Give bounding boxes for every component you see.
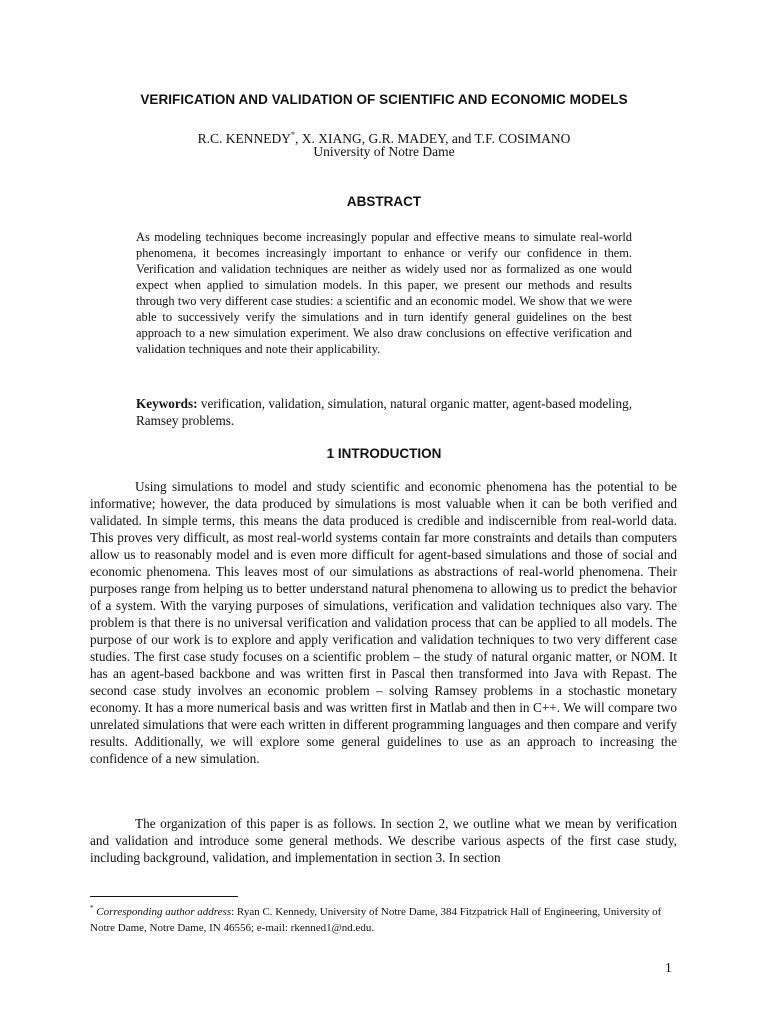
footnote-divider xyxy=(90,896,238,897)
keywords-label: Keywords: xyxy=(136,396,198,411)
other-authors: , X. XIANG, G.R. MADEY, and T.F. COSIMANO xyxy=(295,131,571,146)
footnote-marker: * xyxy=(291,130,296,139)
footnote xyxy=(90,900,677,936)
paper-title: VERIFICATION AND VALIDATION OF SCIENTIFIC AND ECONOMIC MODELS xyxy=(140,92,628,107)
introduction-heading: 1 INTRODUCTION xyxy=(326,446,442,461)
intro-paragraph-2: The organization of this paper is as follows. In section 2, we outline what we mean by verification and validation and introduce some general methods. We describe various aspects of the first case study, including background, validation, and implementation in section 3. In section xyxy=(90,816,677,865)
affiliation: University of Notre Dame xyxy=(313,144,455,159)
keywords-list: verification, validation, simulation, natural organic matter, agent-based modeling, Ramsey problems. xyxy=(136,396,632,428)
abstract-body: As modeling techniques become increasingly popular and effective means to simulate real-world phenomena, it becomes increasingly important to enhance or verify our confidence in them. Verification and validation techniques are neither as widely used nor as formalized as one would expect when applied to simulation models. In this paper, we present our methods and results through two very different case studies: a scientific and an economic model. We show that we were able to successively verify the simulations and in turn identify general guidelines on the best approach to a new simulation experiment. We also draw conclusions on effective verification and validation techniques and note their applicability. xyxy=(136,230,632,356)
keywords xyxy=(136,395,632,429)
page-number: 1 xyxy=(665,960,672,975)
footnote-text: : Ryan C. Kennedy, University of Notre Dame, 384 Fitzpatrick Hall of Engineering, University of Notre Dame, Notre Dame, IN 46556; e-mail: rkenned1@nd.edu. xyxy=(90,906,662,934)
intro-paragraph-1: Using simulations to model and study scientific and economic phenomena has the potential to be informative; however, the data produced by simulations is most valuable when it can be both verified and validated. In simple terms, this means the data produced is credible and indiscernible from real-world data. This proves very difficult, as most real-world systems contain far more constraints and details than computers allow us to reasonably model and is even more difficult for agent-based simulations and those of social and economic phenomena. This leaves most of our simulations as abstractions of real-world phenomena. Their purposes range from helping us to better understand natural phenomena to allowing us to predict the behavior of a system. With the varying purposes of simulations, verification and validation techniques also vary. The problem is that there is no universal verification and validation process that can be applied to all models. The purpose of our work is to explore and apply verification and validation techniques to two very different case studies. The first case study focuses on a scientific problem – the study of natural organic matter, or NOM. It has an agent-based backbone and was written first in Pascal then transformed into Java with Repast. The second case study involves an economic problem – solving Ramsey problems in a stochastic monetary economy. It has a more numerical basis and was written first in Matlab and then in C++. We will compare two unrelated simulations that were each written in different programming languages and then compare and verify results. Additionally, we will explore some general guidelines to use as an approach to increasing the confidence of a new simulation. xyxy=(90,479,677,766)
footnote-mark: * xyxy=(90,904,94,912)
footnote-label: Corresponding author address xyxy=(96,906,232,918)
abstract-heading: ABSTRACT xyxy=(346,194,422,209)
first-author: R.C. KENNEDY xyxy=(197,131,292,146)
